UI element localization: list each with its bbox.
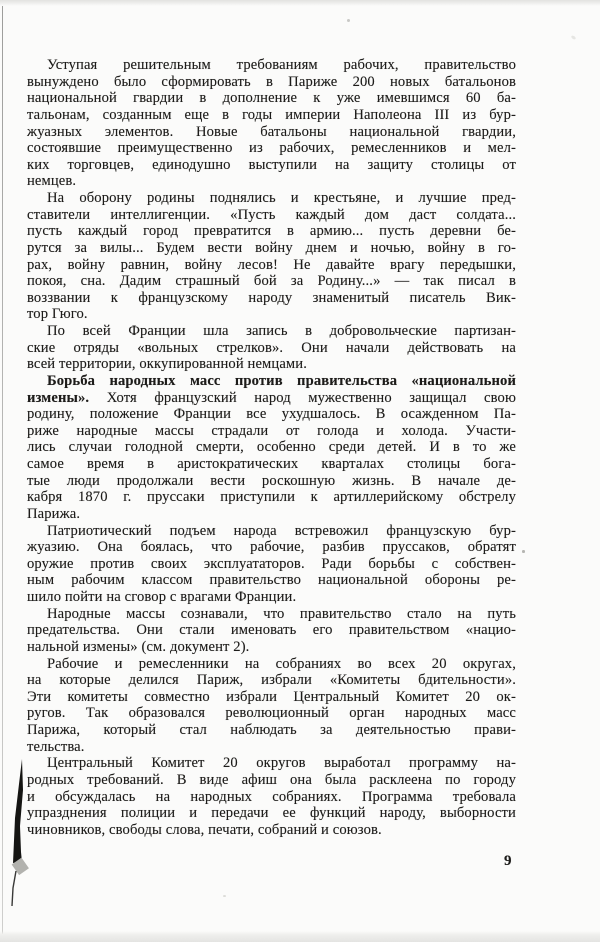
text-line [27, 373, 516, 390]
text-line: национальной гвардии в дополнение к уже имевшимся 60 ба- [27, 90, 516, 107]
text-line: пусть каждый город превратится в армию... пусть деревни бе- [27, 223, 516, 240]
text-line: Парижа, который стал наблюдать за деятельностью прави- [27, 722, 516, 738]
text-line: предательства. Они стали именовать его правительством «нацио- [27, 622, 516, 639]
scan-edge-bottom-shadow [0, 931, 600, 942]
text-line: и обсуждалась на народных собраниях. Программа требовала [27, 788, 516, 805]
scan-speck [223, 895, 226, 897]
text-line: жуазию. Она боялась, что рабочие, разбив пруссаков, обратят [27, 539, 516, 556]
bold-heading-text: измены». [27, 389, 90, 406]
text-line: шило пойти на сговор с врагами Франции. [27, 589, 297, 605]
text-line: всей территории, оккупированной немцами. [27, 356, 307, 373]
text-line: ские отряды «вольных стрелков». Они начали действовать на [27, 339, 516, 356]
text-line: жуазных элементов. Новые батальоны национальной гвардии, [27, 123, 516, 140]
text-line: воззвании к французскому народу знаменитый писатель Вик- [27, 289, 516, 306]
text-line: на которые делился Париж, избрали «Комитеты бдительности». [27, 672, 516, 689]
text-line: чиновников, свободы слова, печати, собраний и союзов. [27, 821, 382, 838]
text-line: самое время в аристократических кварталах столицы бога- [27, 456, 516, 472]
scan-speck [347, 19, 350, 22]
text-line: Рабочие и ремесленники на собраниях во всех 20 округах, [47, 655, 516, 672]
text-line: немцев. [27, 173, 77, 190]
scan-edge-top-shadow [0, 0, 600, 6]
text-line: тальонам, созданным еще в годы империи Наполеона III из бур- [27, 106, 516, 123]
text-line: ным рабочим классом правительство национальной обороны ре- [27, 572, 516, 589]
text-line: риже народные массы страдали от голода и холода. Участи- [27, 422, 516, 439]
text-line: На оборону родины поднялись и крестьяне, и лучшие пред- [47, 190, 516, 206]
page-number: 9 [504, 853, 512, 869]
text-line: Парижа. [27, 505, 81, 522]
text-line: нальной измены» (см. документ 2). [27, 638, 250, 655]
text-line: Эти комитеты совместно избрали Центральный Комитет 20 ок- [27, 688, 516, 705]
text-line: По всей Франции шла запись в добровольческие партизан- [47, 323, 516, 339]
text-line: рах, войну равнин, войну лесов! Не давайте врагу передышки, [27, 256, 516, 273]
scan-speck [571, 35, 577, 40]
text-line: оружие против своих эксплуататоров. Ради борьбы с собствен- [27, 555, 516, 572]
page-text-block [27, 57, 516, 838]
text-line: Центральный Комитет 20 округов выработал программу на- [47, 755, 516, 772]
text-line: Уступая решительным требованиям рабочих, правительство [47, 57, 516, 73]
text-line: тор Гюго. [27, 306, 88, 323]
text-line: родину, положение Франции все ухудшалось. В осажденном Па- [27, 406, 516, 423]
text-line: состоявшие преимущественно из рабочих, ремесленников и мел- [27, 140, 516, 157]
text-line: рутся за вилы... Будем вести войну днем и ночью, войну в го- [27, 239, 516, 256]
text-line: покоя, сна. Дадим страшный бой за Родину...» — так писал в [27, 273, 516, 290]
text-line: Патриотический подъем народа встревожил французскую бур- [47, 522, 516, 539]
scan-edge-left-line [2, 6, 3, 934]
text-line: ких торговцев, единодушно выступили на защиту столицы от [27, 156, 516, 173]
text-line: родных требований. В виде афиш она была расклеена по городу [27, 771, 516, 788]
text-line: ругов. Так образовался революционный орган народных масс [27, 705, 516, 722]
text-line: измены». Хотя французский народ мужественно защищал свою [27, 389, 516, 406]
text-line: кабря 1870 г. пруссаки приступили к артиллерийскому обстрелу [27, 489, 516, 506]
text-line: упразднения полиции и передачи ее функций народу, выборности [27, 805, 516, 822]
scan-speck [522, 550, 525, 553]
text-line: ставители интеллигенции. «Пусть каждый дом даст солдата... [27, 206, 516, 223]
text-line: вынуждено было сформировать в Париже 200 новых батальонов [27, 73, 516, 90]
text-line: Народные массы сознавали, что правительство стало на путь [47, 605, 516, 622]
text-line: лись случаи голодной смерти, особенно среди детей. И в то же [27, 439, 516, 456]
bold-heading-text: Борьба народных масс против правительства «национальной [47, 372, 516, 389]
text-line: тые люди продолжали вести роскошную жизнь. В начале де- [27, 472, 516, 489]
text-line: тельства. [27, 738, 85, 755]
